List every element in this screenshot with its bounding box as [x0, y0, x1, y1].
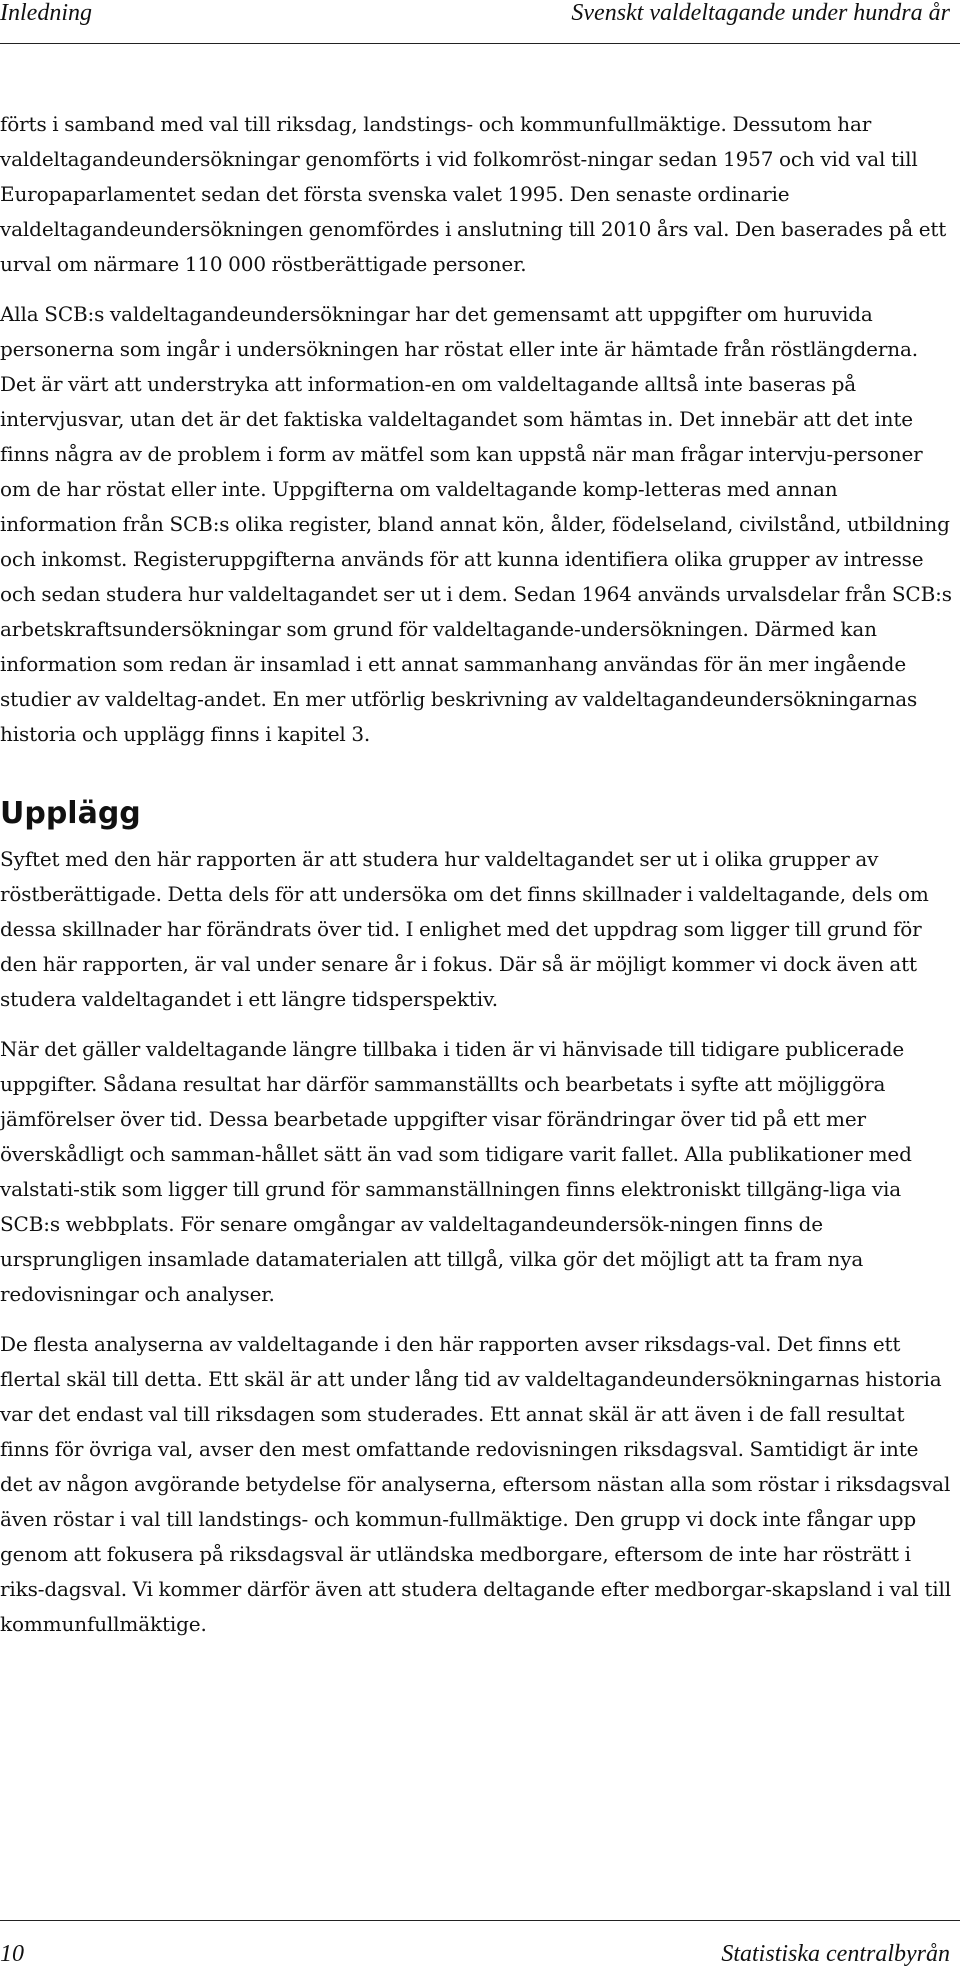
header-report-title: Svenskt valdeltagande under hundra år — [571, 0, 950, 26]
running-header — [0, 0, 960, 44]
running-footer — [0, 1920, 960, 1969]
page-number: 10 — [0, 1941, 24, 1967]
paragraph-riksdag-focus: De flesta analyserna av valdeltagande i den här rapporten avser riksdags-val. Det finns ett flertal skäl till detta. Ett skäl är att under lång tid av valdeltagandeundersökningarnas historia var det endast val till riksdagen som studerades. Ett annat skäl är att även i de fall resultat finns för övriga val, avser den mest omfattande redovisningen riksdagsval. Samtidigt är inte det av någon avgörande betydelse för analyserna, eftersom nästan alla som röstar i riksdagsval även röstar i val till landstings- och kommun-fullmäktige. Den grupp vi dock inte fångar upp genom att fokusera på riksdagsval är utländska medborgare, eftersom de inte har rösträtt i riks-dagsval. Vi kommer därför även att studera deltagande efter medborgar-skapsland i val till kommunfullmäktige. — [0, 1332, 952, 1636]
paragraph-register-data: Alla SCB:s valdeltagandeundersökningar har det gemensamt att uppgifter om huruvida personerna som ingår i undersökningen har röstat eller inte är hämtade från röstlängderna. Det är värt att understryka att information-en om valdeltagande alltså inte baseras på intervjusvar, utan det är det faktiska valdeltagandet som hämtas in. Det innebär att det inte finns några av de problem i form av mätfel som kan uppstå när man frågar intervju-personer om de har röstat eller inte. Uppgifterna om valdeltagande komp-letteras med annan information från SCB:s olika register, bland annat kön, ålder, födelseland, civilstånd, utbildning och inkomst. Registeruppgifterna används för att kunna identifiera olika grupper av intresse och sedan studera hur valdeltagandet ser ut i dem. Sedan 1964 används urvalsdelar från SCB:s arbetskraftsundersökningar som grund för valdeltagande-undersökningen. Därmed kan information som redan är insamlad i ett annat sammanhang användas för än mer ingående studier av valdeltag-andet. En mer utförlig beskrivning av valdeltagandeundersökningarnas historia och upplägg finns i kapitel 3. — [0, 302, 952, 746]
header-chapter-title: Inledning — [0, 0, 92, 26]
section-heading-upplagg: Upplägg — [0, 796, 141, 831]
paragraph-intro-continued: förts i samband med val till riksdag, landstings- och kommunfullmäktige. Dessutom har valdeltagandeundersökningar genomförts i vid folkomröst-ningar sedan 1957 och vid val till Europaparlamentet sedan det första svenska valet 1995. Den senaste ordinarie valdeltagandeundersökningen genomfördes i anslutning till 2010 års val. Den baserades på ett urval om närmare 110 000 röstberättigade personer. — [0, 112, 947, 276]
paragraph-historical-data: När det gäller valdeltagande längre tillbaka i tiden är vi hänvisade till tidigare publicerade uppgifter. Sådana resultat har därför sammanställts och bearbetats i syfte att möjliggöra jämförelser över tid. Dessa bearbetade uppgifter visar förändringar över tid på ett mer överskådligt och samman-hållet sätt än vad som tidigare varit fallet. Alla publikationer med valstati-stik som ligger till grund för sammanställningen finns elektroniskt tillgäng-liga via SCB:s webbplats. För senare omgångar av valdeltagandeundersök-ningen finns de ursprungligen insamlade datamaterialen att tillgå, vilka gör det möjligt att ta fram nya redovisningar och analyser. — [0, 1037, 912, 1306]
paragraph-purpose: Syftet med den här rapporten är att studera hur valdeltagandet ser ut i olika grupper av röstberättigade. Detta dels för att undersöka om det finns skillnader i valdeltagande, dels om dessa skillnader har förändrats över tid. I enlighet med det uppdrag som ligger till grund för den här rapporten, är val under senare år i fokus. Där så är möjligt kommer vi dock även att studera valdeltagandet i ett längre tidsperspektiv. — [0, 847, 929, 1011]
page-body — [0, 107, 952, 1642]
footer-publisher: Statistiska centralbyrån — [721, 1941, 950, 1967]
